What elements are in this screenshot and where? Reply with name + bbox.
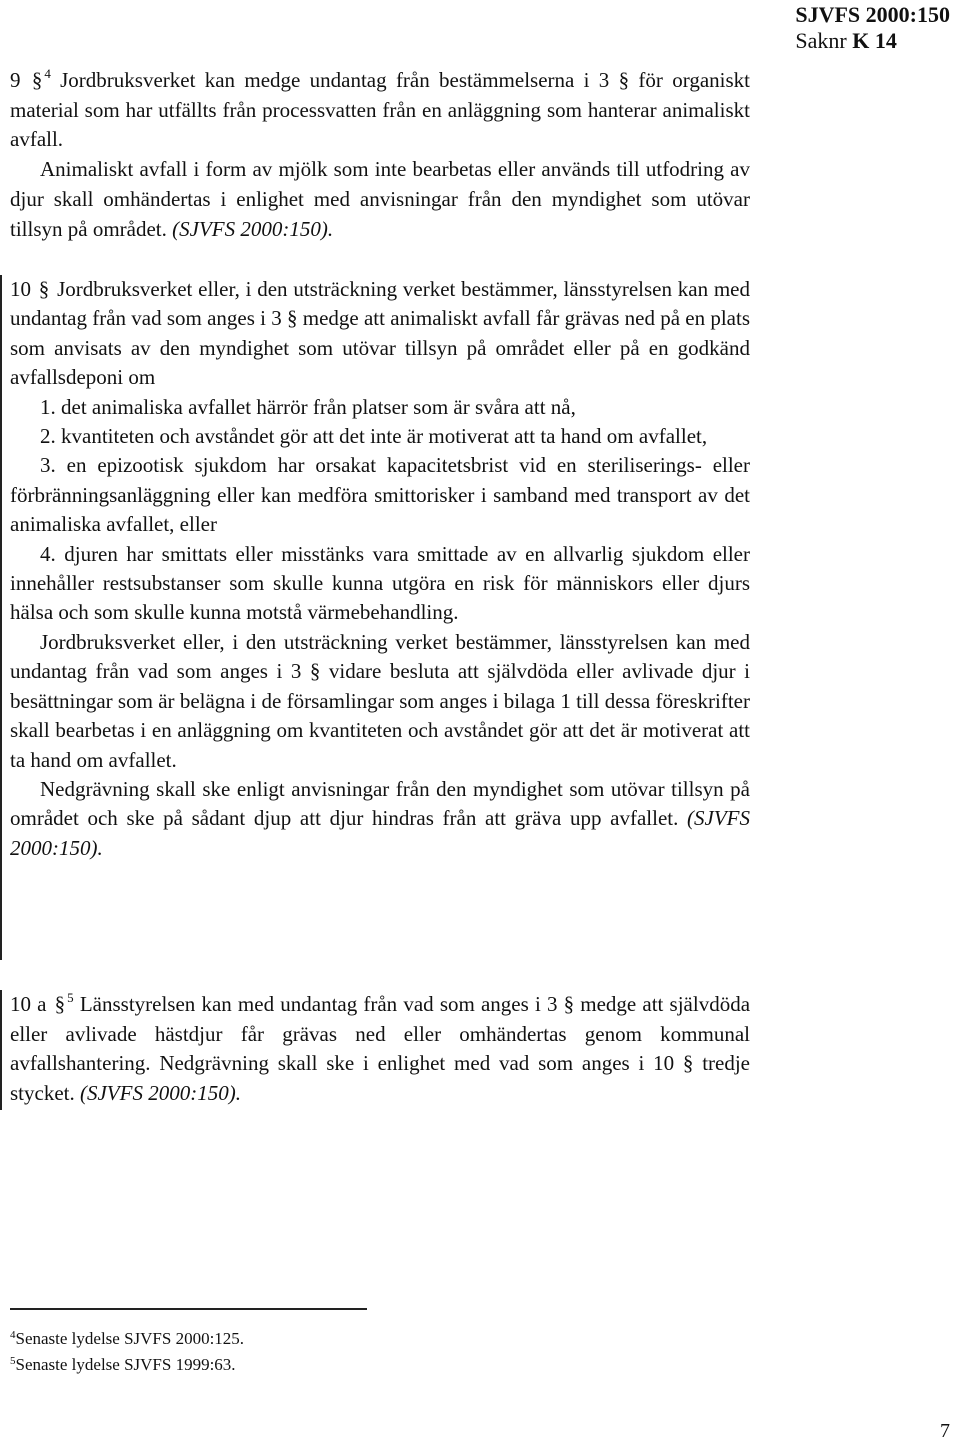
article-9: [10, 66, 750, 244]
header-saknr: Saknr K 14: [795, 28, 897, 53]
article-10-para-2: Jordbruksverket eller, i den utsträckning verket bestämmer, länsstyrelsen kan med undantag från vad som anges i 3 § vidare besluta att självdöda eller avlivade djur i besättningar som är belägna i de församlingar som anges i bilaga 1 till dessa föreskrifter skall bearbetas i en anläggning om kvantiteten och avståndet gör att det är motiverat att ta hand om avfallet.: [10, 629, 750, 772]
footnotes: [10, 1326, 244, 1378]
article-10-intro: 10 § Jordbruksverket eller, i den utsträckning verket bestämmer, länsstyrelsen kan med undantag från vad som anges i 3 § medge att animaliskt avfall får grävas ned på en plats som anvisats av den myndighet som utövar tillsyn på området eller på en godkänd avfallsdeponi om: [10, 277, 751, 390]
footnote: $^4$Senaste lydelse SJVFS 2000:125.: [10, 1329, 245, 1348]
article-10a-para: 10 a § $^5$ Länsstyrelsen kan med undantag från vad som anges i 3 § medge att självdöda eller avlivade hästdjur får grävas ned eller omhändertas genom kommunal avfallshantering. Nedgrävning skall ske i enlighet med vad som anges i 10 § tredje stycket. (SJVFS 2000:150).: [10, 990, 751, 1106]
footnote: $^5$Senaste lydelse SJVFS 1999:63.: [10, 1355, 236, 1374]
header-code: SJVFS 2000:150: [795, 2, 950, 27]
footnote-ref-5: 5: [67, 990, 74, 1005]
reference: (SJVFS 2000:150).: [172, 216, 334, 241]
change-bar: [0, 990, 2, 1110]
footnote-ref-4: 4: [44, 66, 51, 81]
document-header: [795, 2, 950, 54]
section-symbol: §: [31, 68, 43, 92]
list-item: 1. det animaliska avfallet härrör från platser som är svåra att nå,: [40, 394, 576, 419]
list-item: 2. kvantiteten och avståndet gör att det inte är motiverat att ta hand om avfallet,: [40, 424, 708, 449]
article-10a: [10, 990, 750, 1109]
article-10-para-3: Nedgrävning skall ske enligt anvisningar från den myndighet som utövar tillsyn på området och ske på sådant djup att djur hindras från att gräva upp avfallet. (SJVFS 2000:150).: [10, 776, 751, 860]
article-9-para-2: Animaliskt avfall i form av mjölk som inte bearbetas eller används till utfodring av djur skall omhändertas i enlighet med anvisningar från den myndighet som utövar tillsyn på området. (SJVFS 2000:150).: [10, 157, 750, 241]
list-item: 4. djuren har smittats eller misstänks vara smittade av en allvarlig sjukdom eller innehåller restsubstanser som skulle kunna utgöra en risk för människors eller djurs hälsa och som skulle kunna motstå värmebehandling.: [10, 541, 750, 625]
footnote-divider: [10, 1308, 367, 1310]
reference: (SJVFS 2000:150).: [79, 1081, 241, 1106]
article-9-para-1: 9 § $^4$ Jordbruksverket kan medge undantag från bestämmelserna i 3 § för organiskt material som har utfällts från processvatten från en anläggning som hanterar animaliskt avfall.: [10, 66, 750, 152]
reference: (SJVFS 2000:150).: [10, 806, 751, 860]
list-item: 3. en epizootisk sjukdom har orsakat kapacitetsbrist vid en steriliserings- eller förbränningsanläggning eller kan medföra smittorisker i samband med transport av det animaliska avfallet, eller: [10, 453, 750, 537]
article-10: [10, 275, 750, 863]
change-bar: [0, 275, 2, 960]
page-number: 7: [940, 1420, 950, 1442]
